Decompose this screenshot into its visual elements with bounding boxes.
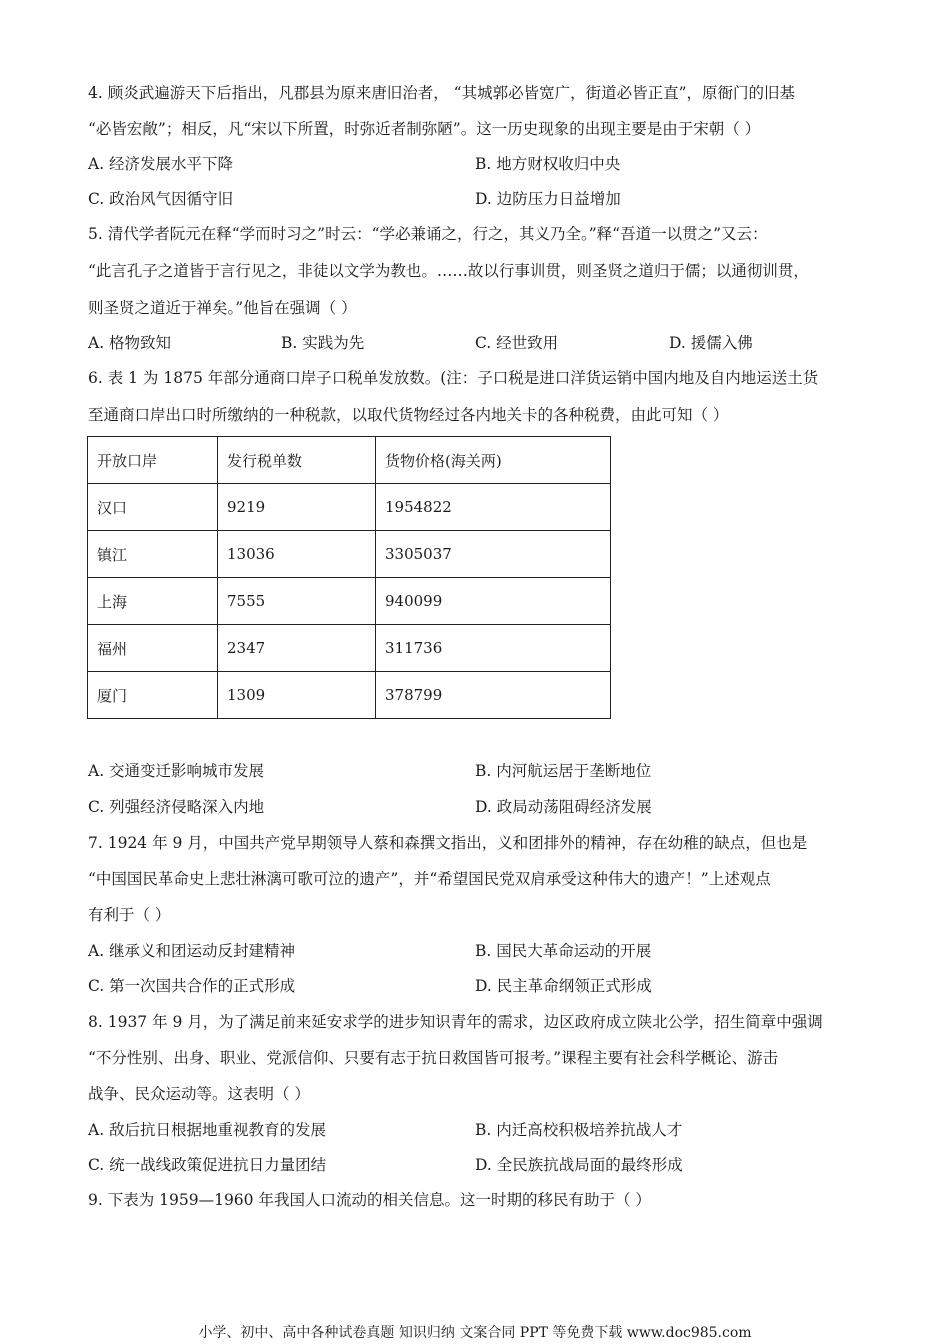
q7-stem-line1: 7. 1924 年 9 月，中国共产党早期领导人蔡和森撰文指出，义和团排外的精神，存在幼稚的缺点，但也是 — [88, 834, 808, 852]
q6-option-d: D. 政局动荡阻碍经济发展 — [475, 798, 652, 816]
q4-stem-line2: “必皆宏敞”；相反，凡“宋以下所置，时弥近者制弥陋”。这一历史现象的出现主要是由于宋朝（ ） — [88, 120, 761, 138]
table-cell: 13036 — [218, 531, 376, 578]
q4-option-d: D. 边防压力日益增加 — [475, 190, 621, 208]
q7-option-c: C. 第一次国共合作的正式形成 — [88, 977, 296, 995]
q4-option-a: A. 经济发展水平下降 — [88, 155, 234, 173]
q4-stem-line1: 4. 顾炎武遍游天下后指出，凡郡县为原来唐旧治者， “其城郭必皆宽广，街道必皆正直”，原衙门的旧基 — [88, 84, 795, 102]
q7-option-b: B. 国民大革命运动的开展 — [475, 942, 652, 960]
table-cell: 378799 — [376, 672, 611, 719]
table-cell: 1954822 — [376, 484, 611, 531]
table-cell: 镇江 — [88, 531, 218, 578]
table-cell: 9219 — [218, 484, 376, 531]
table-cell: 福州 — [88, 625, 218, 672]
q5-option-a: A. 格物致知 — [88, 334, 172, 352]
table-cell: 3305037 — [376, 531, 611, 578]
table-header-cell: 货物价格(海关两) — [376, 437, 611, 484]
q7-stem-line3: 有利于（ ） — [88, 906, 171, 924]
q9-stem-line1: 9. 下表为 1959—1960 年我国人口流动的相关信息。这一时期的移民有助于（ ） — [88, 1191, 651, 1209]
q5-option-d: D. 援儒入佛 — [669, 334, 753, 352]
q8-option-c: C. 统一战线政策促进抗日力量团结 — [88, 1156, 327, 1174]
table-header-cell: 发行税单数 — [218, 437, 376, 484]
page-footer: 小学、初中、高中各种试卷真题 知识归纳 文案合同 PPT 等免费下载 www.doc985.com — [198, 1325, 752, 1341]
q7-option-a: A. 继承义和团运动反封建精神 — [88, 942, 296, 960]
table-cell: 上海 — [88, 578, 218, 625]
q8-stem-line1: 8. 1937 年 9 月，为了满足前来延安求学的进步知识青年的需求，边区政府成立陕北公学，招生简章中强调 — [88, 1013, 823, 1031]
q6-stem-line1: 6. 表 1 为 1875 年部分通商口岸子口税单发放数。(注：子口税是进口洋货运销中国内地及自内地运送土货 — [88, 369, 819, 387]
q8-option-d: D. 全民族抗战局面的最终形成 — [475, 1156, 683, 1174]
table-cell: 940099 — [376, 578, 611, 625]
q6-option-a: A. 交通变迁影响城市发展 — [88, 762, 265, 780]
table-header-row — [88, 437, 611, 484]
q6-stem-line2: 至通商口岸出口时所缴纳的一种税款，以取代货物经过各内地关卡的各种税费，由此可知（ ） — [88, 406, 729, 424]
q8-option-a: A. 敌后抗日根据地重视教育的发展 — [88, 1121, 327, 1139]
q8-stem-line3: 战争、民众运动等。这表明（ ） — [88, 1085, 310, 1103]
table-header-cell: 开放口岸 — [88, 437, 218, 484]
q5-stem-line2: “此言孔子之道皆于言行见之，非徒以文学为教也。……故以行事训贯，则圣贤之道归于儒；以通彻训贯， — [88, 262, 809, 280]
table-cell: 1309 — [218, 672, 376, 719]
q4-option-b: B. 地方财权收归中央 — [475, 155, 621, 173]
q7-option-d: D. 民主革命纲领正式形成 — [475, 977, 652, 995]
table-row — [88, 672, 611, 719]
table-cell: 311736 — [376, 625, 611, 672]
table-cell: 2347 — [218, 625, 376, 672]
q5-option-c: C. 经世致用 — [475, 334, 559, 352]
table-row — [88, 531, 611, 578]
q7-stem-line2: “中国国民革命史上悲壮淋漓可歌可泣的遗产”，并“希望国民党双肩承受这种伟大的遗产！”上述观点 — [88, 870, 771, 888]
table-cell: 7555 — [218, 578, 376, 625]
q6-data-table — [87, 436, 611, 719]
q5-stem-line3: 则圣贤之道近于禅矣。”他旨在强调（ ） — [88, 299, 357, 317]
table-cell: 汉口 — [88, 484, 218, 531]
q6-option-c: C. 列强经济侵略深入内地 — [88, 798, 265, 816]
table-row — [88, 484, 611, 531]
q6-option-b: B. 内河航运居于垄断地位 — [475, 762, 652, 780]
q5-option-b: B. 实践为先 — [281, 334, 365, 352]
table-row — [88, 625, 611, 672]
q8-stem-line2: “不分性别、出身、职业、党派信仰、只要有志于抗日救国皆可报考。”课程主要有社会科学概论、游击 — [88, 1049, 779, 1067]
q4-option-c: C. 政治风气因循守旧 — [88, 190, 234, 208]
table-cell: 厦门 — [88, 672, 218, 719]
q5-stem-line1: 5. 清代学者阮元在释“学而时习之”时云：“学必兼诵之，行之，其义乃全。”释“吾道一以贯之”又云： — [88, 225, 768, 243]
table-row — [88, 578, 611, 625]
q8-option-b: B. 内迁高校积极培养抗战人才 — [475, 1121, 683, 1139]
